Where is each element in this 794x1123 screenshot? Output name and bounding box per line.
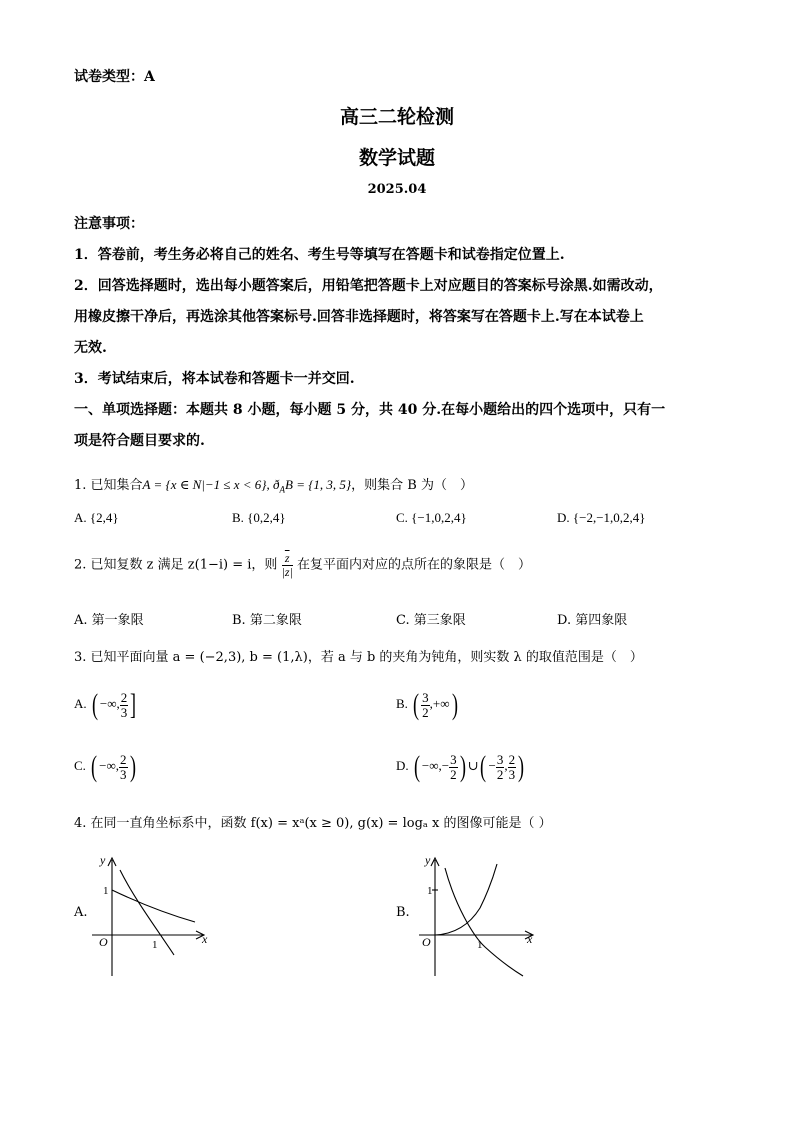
graph-b-one-x: 1 [477,939,483,951]
q1-set-def: A = {x ∈ N|−1 ≤ x < 6}, ð [142,477,280,492]
q2-option-c: C. 第三象限 [396,613,466,628]
q3-b-label: B. [396,695,408,711]
q1-suffix: ，则集合 B 为（ ） [351,478,473,493]
q1-option-b: B. {0,2,4} [232,510,286,525]
q2-option-d: D. 第四象限 [557,613,628,628]
question-3: 3. 已知平面向量 a = (−2,3), b = (1,λ)，若 a 与 b 的夹角为钝角，则实数 λ 的取值范围是（ ） [74,650,643,665]
graph-a-label: A. [74,905,88,920]
notes-heading: 注意事项： [74,216,144,232]
q1-sub: A [279,484,286,495]
question-2 [74,552,531,578]
q2-frac-num: $\overline{z}$ [282,552,293,566]
graph-a-origin: O [99,935,108,949]
graph-b-one-y: 1 [427,885,433,897]
graph-a-curve-decay [112,890,195,922]
graph-b-curve-log [445,868,523,976]
note-item-2-line2: 用橡皮擦干净后，再选涂其他答案标号.回答非选择题时，将答案写在答题卡上.写在本试卷上 [74,309,644,325]
q1-prefix: 1. 已知集合 [74,478,143,493]
q3-d-num1: 3 [450,751,457,767]
q2-suffix: 在复平面内对应的点所在的象限是（ ） [296,557,531,573]
q3-b-den: 2 [422,704,429,720]
q2-frac-den: |z| [281,564,293,579]
q3-a-den: 3 [120,704,128,720]
q3-b-right: ,+∞ [429,695,450,711]
q3-option-a: A. ( −∞, $\frac{2}{3}$ ] [74,688,137,721]
graph-b-x-label: x [527,932,533,946]
graph-b-origin: O [422,935,431,949]
note-item-2-line1: 2．回答选择题时，选出每小题答案后，用铅笔把答题卡上对应题目的答案标号涂黑.如需改动， [74,278,663,294]
q2-option-a: A. 第一象限 [74,613,144,628]
q3-a-label: A. [74,695,87,711]
q3-option-d: D. ( −∞,− $\frac{3}{2}$ ) ∪( − $\frac{3}{2}$ , $\frac{2}{3}$ ) [396,750,525,783]
q3-a-left: −∞, [99,695,120,711]
q3-d-den2: 2 [496,766,504,782]
q3-d-union: ∪ [467,757,479,773]
q3-b-num: 3 [422,689,429,705]
q1-option-a: A. {2,4} [74,510,119,525]
q2-prefix: 2. 已知复数 z 满足 z(1−i) = i，则 [74,557,278,573]
graph-a-y-label: y [100,853,106,867]
q3-option-c: C. ( −∞, $\frac{2}{3}$ ) [74,750,136,783]
paper-type: 试卷类型：A [74,69,155,85]
graph-a [82,850,222,980]
graph-a-one-y: 1 [103,885,109,897]
graph-b [405,850,545,980]
section-heading-line1: 一、单项选择题：本题共 8 小题，每小题 5 分，共 40 分.在每小题给出的四个选项中，只有一 [74,402,666,418]
q3-d-left: −∞,− [421,757,450,773]
section-heading-line2: 项是符合题目要求的. [74,433,205,449]
q2-option-b: B. 第二象限 [232,613,302,628]
question-4: 4. 在同一直角坐标系中，函数 f(x) = xᵃ(x ≥ 0), g(x) = logₐ x 的图像可能是（ ） [74,816,552,831]
q3-d-comma: , [504,757,508,773]
q3-c-den: 3 [120,766,127,782]
note-item-3: 3．考试结束后，将本试卷和答题卡一并交回. [74,371,355,387]
q3-d-den1: 2 [450,766,457,782]
q3-c-left: −∞, [99,757,120,773]
q3-a-num: 2 [120,689,128,705]
graph-b-curve-power [435,864,497,935]
q3-d-mid: − [488,757,496,773]
q3-c-label: C. [74,757,86,773]
q2-fraction [282,552,293,578]
exam-subtitle: 数学试题 [358,147,435,169]
q3-c-num: 2 [120,751,127,767]
question-1 [74,474,473,495]
graph-a-one-x: 1 [152,939,158,951]
exam-title: 高三二轮检测 [339,106,454,128]
q1-option-d: D. {−2,−1,0,2,4} [557,510,646,525]
graph-b-label: B. [396,905,410,920]
q3-option-b: B. ( $\frac{3}{2}$ ,+∞) [396,688,458,721]
q3-d-label: D. [396,757,409,773]
q1-set-b: B = {1, 3, 5} [285,477,352,492]
graph-a-x-label: x [202,932,208,946]
note-item-1: 1．答卷前，考生务必将自己的姓名、考生号等填写在答题卡和试卷指定位置上. [74,247,565,263]
exam-date: 2025.04 [367,182,427,197]
q1-option-c: C. {−1,0,2,4} [396,510,467,525]
note-item-2-line3: 无效. [74,340,107,356]
q3-d-num2: 3 [496,751,504,767]
q3-d-den3: 3 [508,766,516,782]
graph-b-y-label: y [425,853,431,867]
q3-d-num3: 2 [508,751,516,767]
